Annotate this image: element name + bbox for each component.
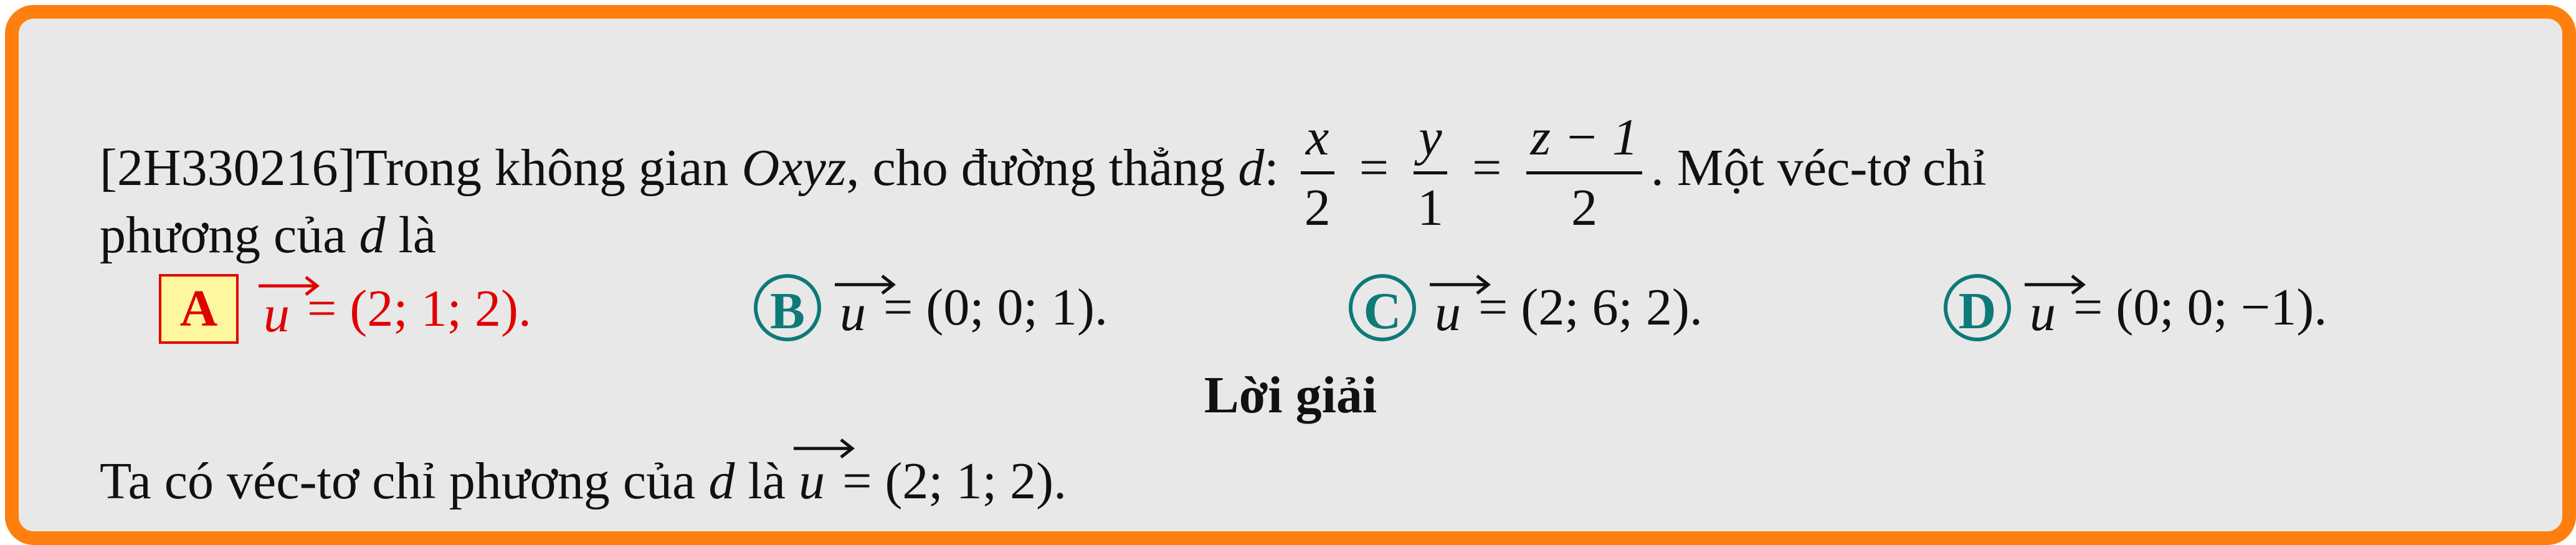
vector-u: u bbox=[264, 277, 290, 341]
equals-sign: = bbox=[1472, 139, 1502, 197]
vector-arrow-icon bbox=[257, 273, 320, 298]
question-tail: . Một véc-tơ chỉ bbox=[1650, 139, 1987, 197]
fraction-y bbox=[1414, 109, 1447, 237]
line-variable: d bbox=[1238, 139, 1265, 197]
colon: : bbox=[1264, 139, 1279, 197]
space-name: Oxyz bbox=[741, 139, 847, 197]
fraction-x-denominator: 2 bbox=[1304, 179, 1331, 237]
option-a[interactable] bbox=[159, 274, 531, 344]
option-b[interactable] bbox=[754, 274, 1108, 341]
question-id: [2H330216] bbox=[100, 139, 356, 197]
vector-u: u bbox=[2030, 276, 2056, 339]
question-mid: , cho đường thẳng bbox=[846, 139, 1238, 197]
solution-text bbox=[100, 440, 1067, 511]
fraction-bar bbox=[1301, 171, 1334, 174]
vector-arrow-icon bbox=[2023, 272, 2086, 297]
fraction-bar bbox=[1414, 171, 1447, 174]
option-c-label: C bbox=[1349, 274, 1416, 341]
vector-u: u bbox=[1435, 276, 1461, 339]
vector-arrow-icon bbox=[834, 272, 896, 297]
option-d-value: = (0; 0; −1). bbox=[2073, 278, 2327, 336]
question-intro: Trong không gian bbox=[355, 139, 742, 197]
question-line2-start: phương của bbox=[100, 206, 359, 264]
option-b-value: = (0; 0; 1). bbox=[883, 278, 1108, 336]
option-a-label: A bbox=[159, 274, 239, 344]
solution-start: Ta có véc-tơ chỉ phương của bbox=[100, 452, 709, 510]
fraction-z-denominator: 2 bbox=[1571, 179, 1598, 237]
solution-variable: d bbox=[708, 452, 735, 510]
option-b-label: B bbox=[754, 274, 821, 341]
vector-arrow-icon bbox=[1428, 272, 1491, 297]
option-d-label: D bbox=[1944, 274, 2011, 341]
equals-sign: = bbox=[1359, 139, 1389, 197]
vector-u: u bbox=[840, 276, 866, 339]
line-variable: d bbox=[359, 206, 386, 264]
solution-mid: là bbox=[734, 452, 799, 510]
vector-arrow-icon bbox=[792, 436, 855, 461]
fraction-y-numerator: y bbox=[1419, 108, 1442, 166]
option-a-value: = (2; 1; 2). bbox=[307, 280, 531, 338]
option-c-value: = (2; 6; 2). bbox=[1478, 278, 1703, 336]
fraction-bar bbox=[1526, 171, 1642, 174]
fraction-y-denominator: 1 bbox=[1417, 179, 1444, 237]
fraction-z bbox=[1526, 109, 1642, 237]
question-card bbox=[5, 5, 2576, 545]
question-line2-end: là bbox=[385, 206, 437, 264]
fraction-z-numerator: z − 1 bbox=[1530, 108, 1638, 166]
option-d[interactable] bbox=[1944, 274, 2327, 341]
fraction-x-numerator: x bbox=[1306, 108, 1329, 166]
solution-title: Lời giải bbox=[1204, 366, 1377, 424]
vector-u: u bbox=[799, 440, 825, 511]
option-c[interactable] bbox=[1349, 274, 1703, 341]
solution-value: = (2; 1; 2). bbox=[842, 452, 1067, 510]
question-line-2 bbox=[100, 206, 437, 264]
fraction-x bbox=[1301, 109, 1334, 237]
